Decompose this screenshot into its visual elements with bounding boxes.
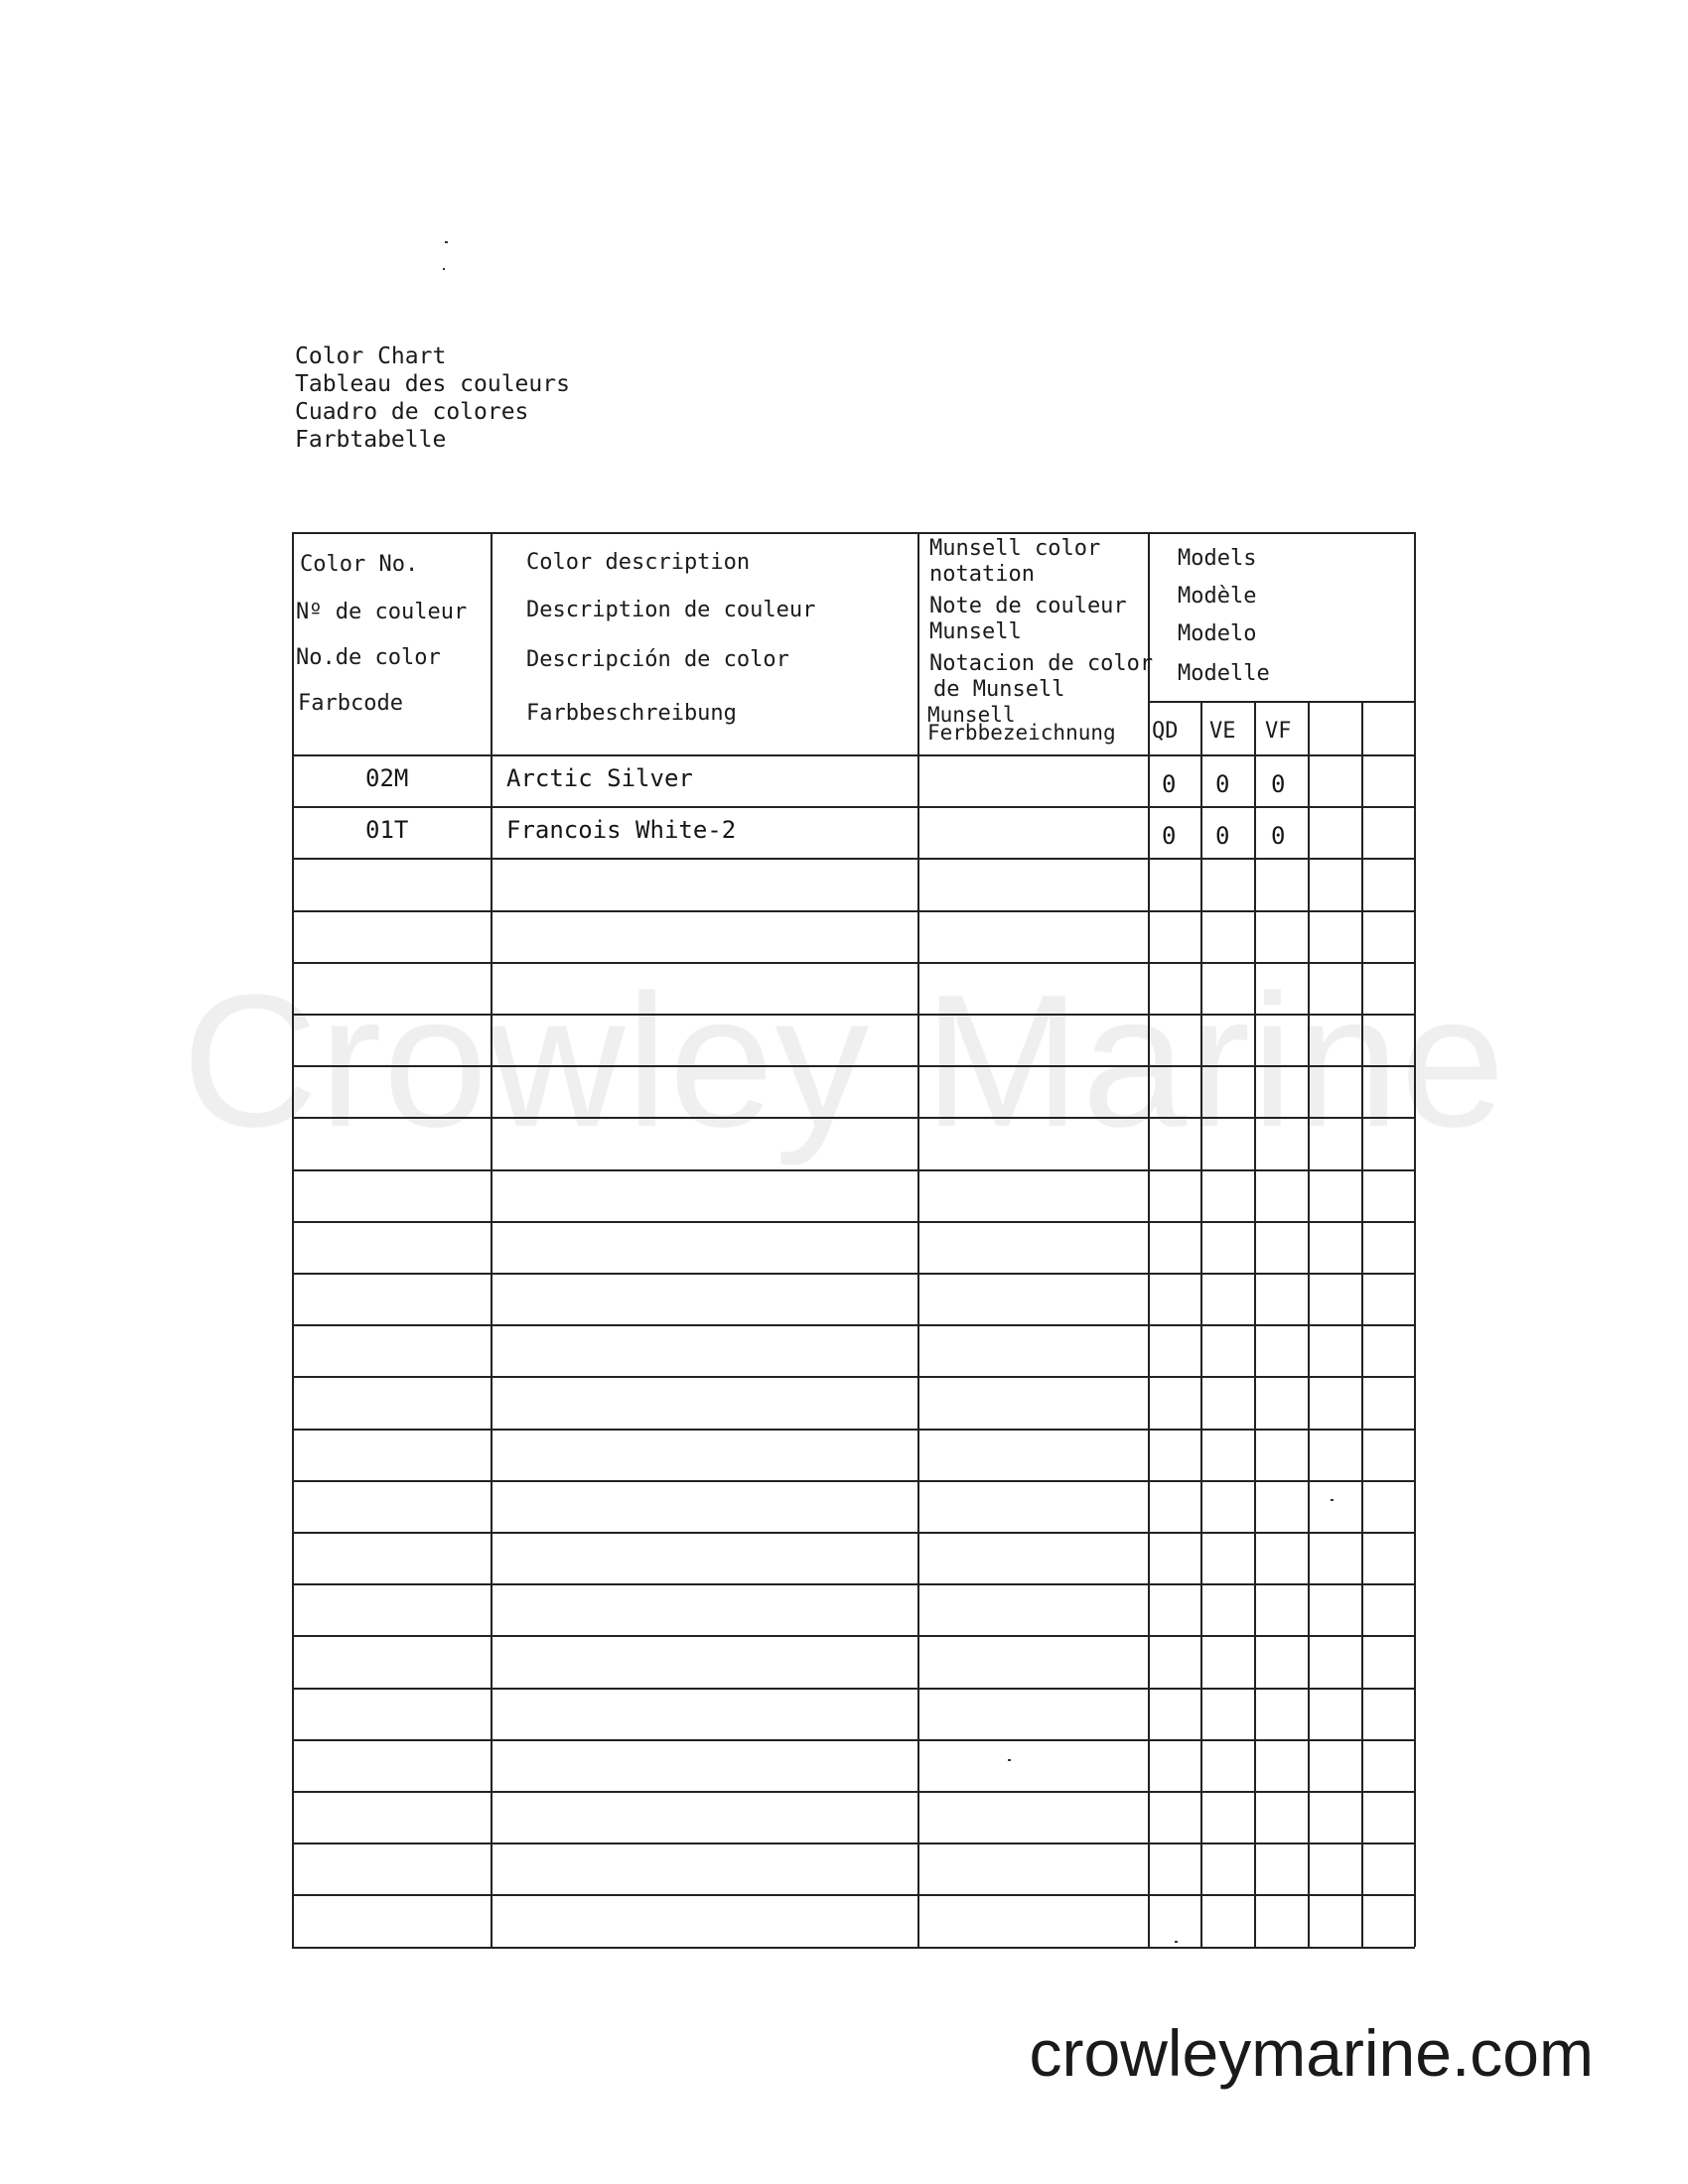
cell-model-3: 0: [1271, 822, 1286, 850]
row-divider: [292, 1065, 1415, 1067]
row-divider: [292, 1635, 1415, 1637]
row-divider: [292, 1894, 1415, 1896]
row-divider: [292, 910, 1415, 912]
row-divider: [292, 962, 1415, 964]
header-color-description: Descripción de color: [526, 647, 789, 672]
model-col-qd: QD: [1152, 719, 1179, 744]
table-row: [292, 754, 1415, 806]
header-munsell: Munsell color: [929, 536, 1101, 561]
footer-url: crowleymarine.com: [1029, 2016, 1594, 2090]
row-divider: [292, 1843, 1415, 1844]
table-top-border: [292, 532, 1415, 534]
models-divider: [1148, 701, 1415, 703]
scan-speck: [1008, 1759, 1011, 1761]
header-color-no: Farbcode: [298, 691, 403, 716]
table-row: [292, 806, 1415, 858]
model-col-divider: [1308, 701, 1310, 721]
header-models: Models: [1178, 546, 1257, 571]
title-line: Cuadro de colores: [295, 399, 529, 425]
row-divider: [292, 1169, 1415, 1171]
table-left-border: [292, 532, 294, 721]
row-divider: [292, 1273, 1415, 1275]
row-divider: [292, 1791, 1415, 1793]
header-munsell: de Munsell: [933, 677, 1065, 702]
row-divider: [292, 1429, 1415, 1431]
row-divider: [292, 1014, 1415, 1016]
watermark: Crowley Marine: [182, 956, 1506, 1166]
header-models: Modelle: [1178, 661, 1270, 686]
cell-model-1: 0: [1162, 770, 1177, 798]
header-color-no: Nº de couleur: [296, 600, 468, 624]
header-munsell: Note de couleur: [929, 594, 1127, 618]
col-divider: [491, 532, 492, 721]
header-color-no: No.de color: [296, 645, 441, 670]
col-divider: [1148, 721, 1150, 1947]
model-col-divider: [1361, 701, 1363, 721]
chart-title: [295, 342, 570, 454]
cell-color-no: 02M: [365, 764, 409, 792]
cell-model-1: 0: [1162, 822, 1177, 850]
header-munsell: notation: [929, 562, 1035, 587]
row-divider: [292, 1688, 1415, 1690]
model-col-ve: VE: [1209, 719, 1236, 744]
title-line: Color Chart: [295, 343, 447, 369]
col-divider: [917, 721, 919, 1947]
row-divider: [292, 1480, 1415, 1482]
table-left-border: [292, 721, 294, 1947]
row-divider: [292, 1583, 1415, 1585]
cell-description: Arctic Silver: [506, 764, 693, 792]
col-divider: [1148, 532, 1150, 721]
col-divider: [1308, 721, 1310, 1947]
header-color-description: Farbbeschreibung: [526, 701, 737, 726]
header-munsell: Ferbbezeichnung: [927, 721, 1116, 745]
row-divider: [292, 1117, 1415, 1119]
model-col-divider: [1254, 701, 1256, 721]
scan-speck: [445, 241, 448, 243]
cell-description: Francois White-2: [506, 816, 737, 844]
model-col-vf: VF: [1265, 719, 1292, 744]
cell-color-no: 01T: [365, 816, 409, 844]
row-divider: [292, 858, 1415, 860]
table-bottom-border: [292, 1947, 1415, 1949]
row-divider: [292, 1376, 1415, 1378]
title-line: Farbtabelle: [295, 427, 447, 453]
col-divider: [1200, 721, 1202, 1947]
scan-speck: [1331, 1499, 1334, 1501]
col-divider: [917, 532, 919, 721]
col-divider: [1254, 721, 1256, 1947]
scan-speck: [1175, 1941, 1178, 1943]
scan-speck: [443, 268, 445, 270]
header-models: Modèle: [1178, 584, 1257, 609]
header-munsell: Munsell: [929, 619, 1022, 644]
cell-model-2: 0: [1215, 822, 1230, 850]
col-divider: [1361, 721, 1363, 1947]
cell-model-3: 0: [1271, 770, 1286, 798]
row-divider: [292, 1532, 1415, 1534]
model-col-divider: [1200, 701, 1202, 721]
col-divider: [491, 721, 492, 1947]
header-munsell: Munsell: [927, 703, 1016, 727]
row-divider: [292, 1739, 1415, 1741]
cell-model-2: 0: [1215, 770, 1230, 798]
row-divider: [292, 1324, 1415, 1326]
header-munsell: Notacion de color: [929, 651, 1154, 676]
header-models: Modelo: [1178, 621, 1257, 646]
header-color-no: Color No.: [300, 552, 419, 577]
row-divider: [292, 1221, 1415, 1223]
table-right-border: [1414, 532, 1416, 721]
title-line: Tableau des couleurs: [295, 371, 570, 397]
header-color-description: Color description: [526, 550, 751, 575]
header-color-description: Description de couleur: [526, 598, 816, 622]
table-right-border: [1414, 721, 1416, 1947]
